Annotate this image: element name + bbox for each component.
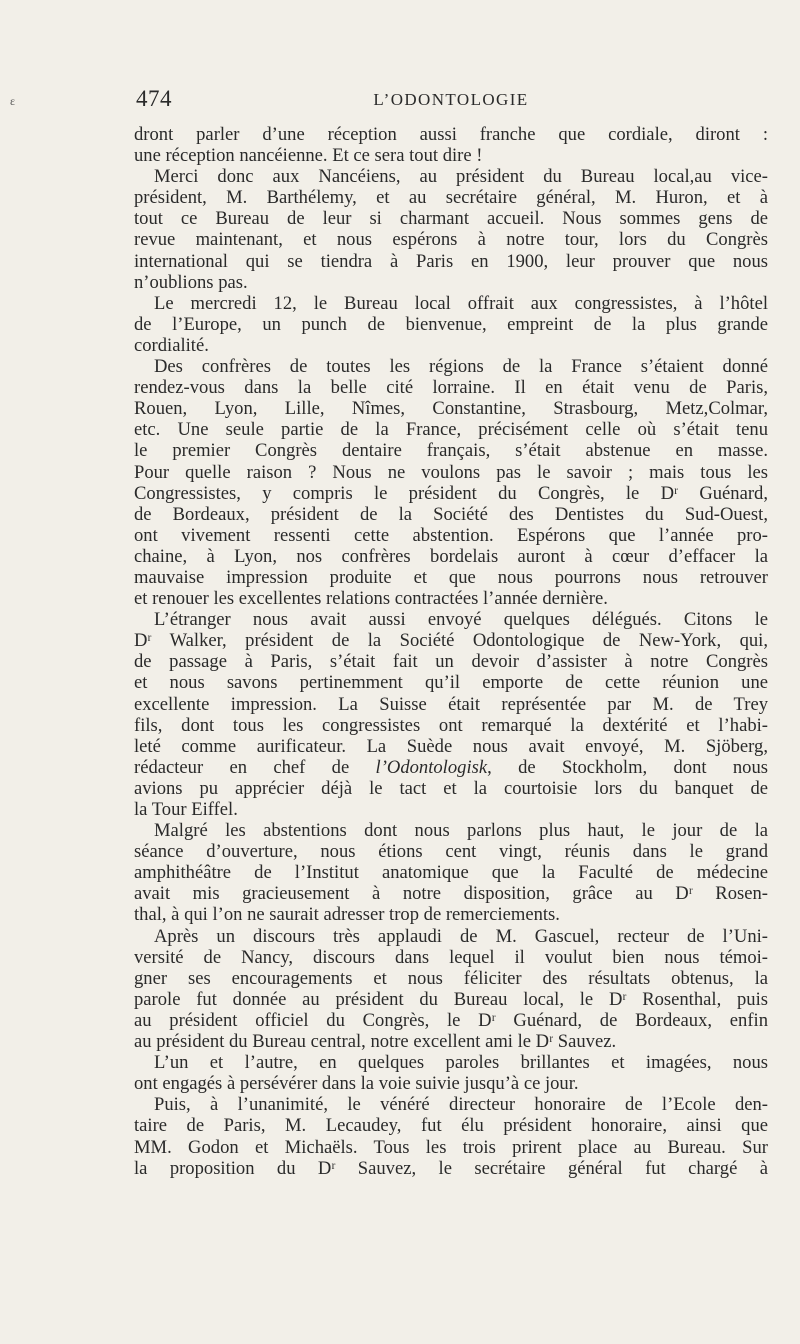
- text-line: fils, dont tous les congressistes ont remarqué la dextérité et l’habi-: [134, 714, 768, 736]
- text-line: L’étranger nous avait aussi envoyé quelques délégués. Citons le: [154, 609, 768, 631]
- journal-title: l’Odontologisk: [375, 756, 488, 778]
- text-line: Malgré les abstentions dont nous parlons plus haut, le jour de la: [154, 820, 768, 842]
- text-line: de passage à Paris, s’était fait un devoir d’assister à notre Congrès: [134, 651, 768, 673]
- text-line: de l’Europe, un punch de bienvenue, empreint de la plus grande: [134, 313, 768, 335]
- text-line: président, M. Barthélemy, et au secrétaire général, M. Huron, et à: [134, 187, 768, 209]
- text-line: Dʳ Walker, président de la Société Odontologique de New-York, qui,: [134, 630, 768, 652]
- text-line: la Tour Eiffel.: [134, 799, 238, 820]
- text-line: gner ses encouragements et nous féliciter des résultats obtenus, la: [134, 967, 768, 989]
- text-line: MM. Godon et Michaëls. Tous les trois prirent place au Bureau. Sur: [134, 1136, 768, 1158]
- text-line: une réception nancéienne. Et ce sera tout dire !: [134, 145, 483, 167]
- text-line: de Bordeaux, président de la Société des Dentistes du Sud-Ouest,: [134, 503, 768, 525]
- text-line: rendez-vous dans la belle cité lorraine. Il en était venu de Paris,: [134, 377, 768, 399]
- text-line: taire de Paris, M. Lecaudey, fut élu président honoraire, ainsi que: [134, 1115, 768, 1137]
- text-line: et nous savons pertinemment qu’il emporte de cette réunion une: [134, 672, 768, 694]
- text-line: Congressistes, y compris le président du Congrès, le Dʳ Guénard,: [134, 482, 768, 504]
- running-title: L’ODONTOLOGIE: [373, 90, 529, 109]
- text-line: rédacteur en chef de l’Odontologisk, de Stockholm, dont nous: [134, 756, 768, 778]
- text-line: Pour quelle raison ? Nous ne voulons pas le savoir ; mais tous les: [134, 461, 768, 483]
- text-line: avions pu apprécier déjà le tact et la courtoisie lors du banquet de: [134, 777, 768, 799]
- text-line: avait mis gracieusement à notre disposition, grâce au Dʳ Rosen-: [134, 883, 768, 905]
- text-line: mauvaise impression produite et que nous pourrons nous retrouver: [134, 566, 768, 588]
- text-line: au président du Bureau central, notre excellent ami le Dʳ Sauvez.: [134, 1031, 617, 1053]
- text-line: séance d’ouverture, nous étions cent vingt, réunis dans le grand: [134, 841, 768, 863]
- text-line: amphithéâtre de l’Institut anatomique que la Faculté de médecine: [134, 862, 768, 884]
- page-number: 474: [136, 86, 172, 111]
- text-line: et renouer les excellentes relations contractées l’année dernière.: [134, 588, 608, 610]
- body-text: [134, 124, 768, 1179]
- text-line: parole fut donnée au président du Bureau local, le Dʳ Rosenthal, puis: [134, 988, 768, 1010]
- text-line: chaine, à Lyon, nos confrères bordelais auront à cœur d’effacer la: [134, 545, 768, 567]
- text-line: revue maintenant, et nous espérons à notre tour, lors du Congrès: [134, 229, 768, 251]
- text-line: le premier Congrès dentaire français, s’était abstenue en masse.: [134, 440, 768, 462]
- text-line: ont engagés à persévérer dans la voie suivie jusqu’à ce jour.: [134, 1073, 579, 1095]
- text-line: la proposition du Dʳ Sauvez, le secrétaire général fut chargé à: [134, 1157, 768, 1179]
- text-line: Puis, à l’unanimité, le vénéré directeur honoraire de l’Ecole den-: [154, 1094, 768, 1116]
- page-header: [136, 86, 766, 116]
- text-line: n’oublions pas.: [134, 271, 248, 293]
- text-line: cordialité.: [134, 334, 209, 356]
- text-line: versité de Nancy, discours dans lequel il voulut bien nous témoi-: [134, 946, 768, 968]
- text-line: thal, à qui l’on ne saurait adresser trop de remerciements.: [134, 904, 560, 926]
- text-line: etc. Une seule partie de la France, précisément celle où s’était tenu: [134, 419, 768, 441]
- text-line: Des confrères de toutes les régions de la France s’étaient donné: [154, 356, 768, 378]
- text-line: L’un et l’autre, en quelques paroles brillantes et imagées, nous: [154, 1052, 768, 1074]
- text-line: Après un discours très applaudi de M. Gascuel, recteur de l’Uni-: [154, 925, 768, 947]
- text-line: dront parler d’une réception aussi franche que cordiale, diront :: [134, 124, 768, 145]
- text-line: excellente impression. La Suisse était représentée par M. de Trey: [134, 693, 768, 715]
- text-line: au président officiel du Congrès, le Dʳ Guénard, de Bordeaux, enfin: [134, 1009, 768, 1031]
- text-line: Merci donc aux Nancéiens, au président du Bureau local,au vice-: [154, 166, 768, 188]
- margin-mark: ε: [10, 94, 16, 108]
- text-line: Rouen, Lyon, Lille, Nîmes, Constantine, Strasbourg, Metz,Colmar,: [134, 398, 768, 420]
- text-line: Le mercredi 12, le Bureau local offrait aux congressistes, à l’hôtel: [154, 292, 768, 314]
- text-line: ont vivement ressenti cette abstention. Espérons que l’année pro-: [134, 524, 768, 546]
- text-line: international qui se tiendra à Paris en 1900, leur prouver que nous: [134, 250, 768, 272]
- text-line: leté comme aurificateur. La Suède nous avait envoyé, M. Sjöberg,: [134, 735, 768, 757]
- text-line: tout ce Bureau de leur si charmant accueil. Nous sommes gens de: [134, 208, 768, 230]
